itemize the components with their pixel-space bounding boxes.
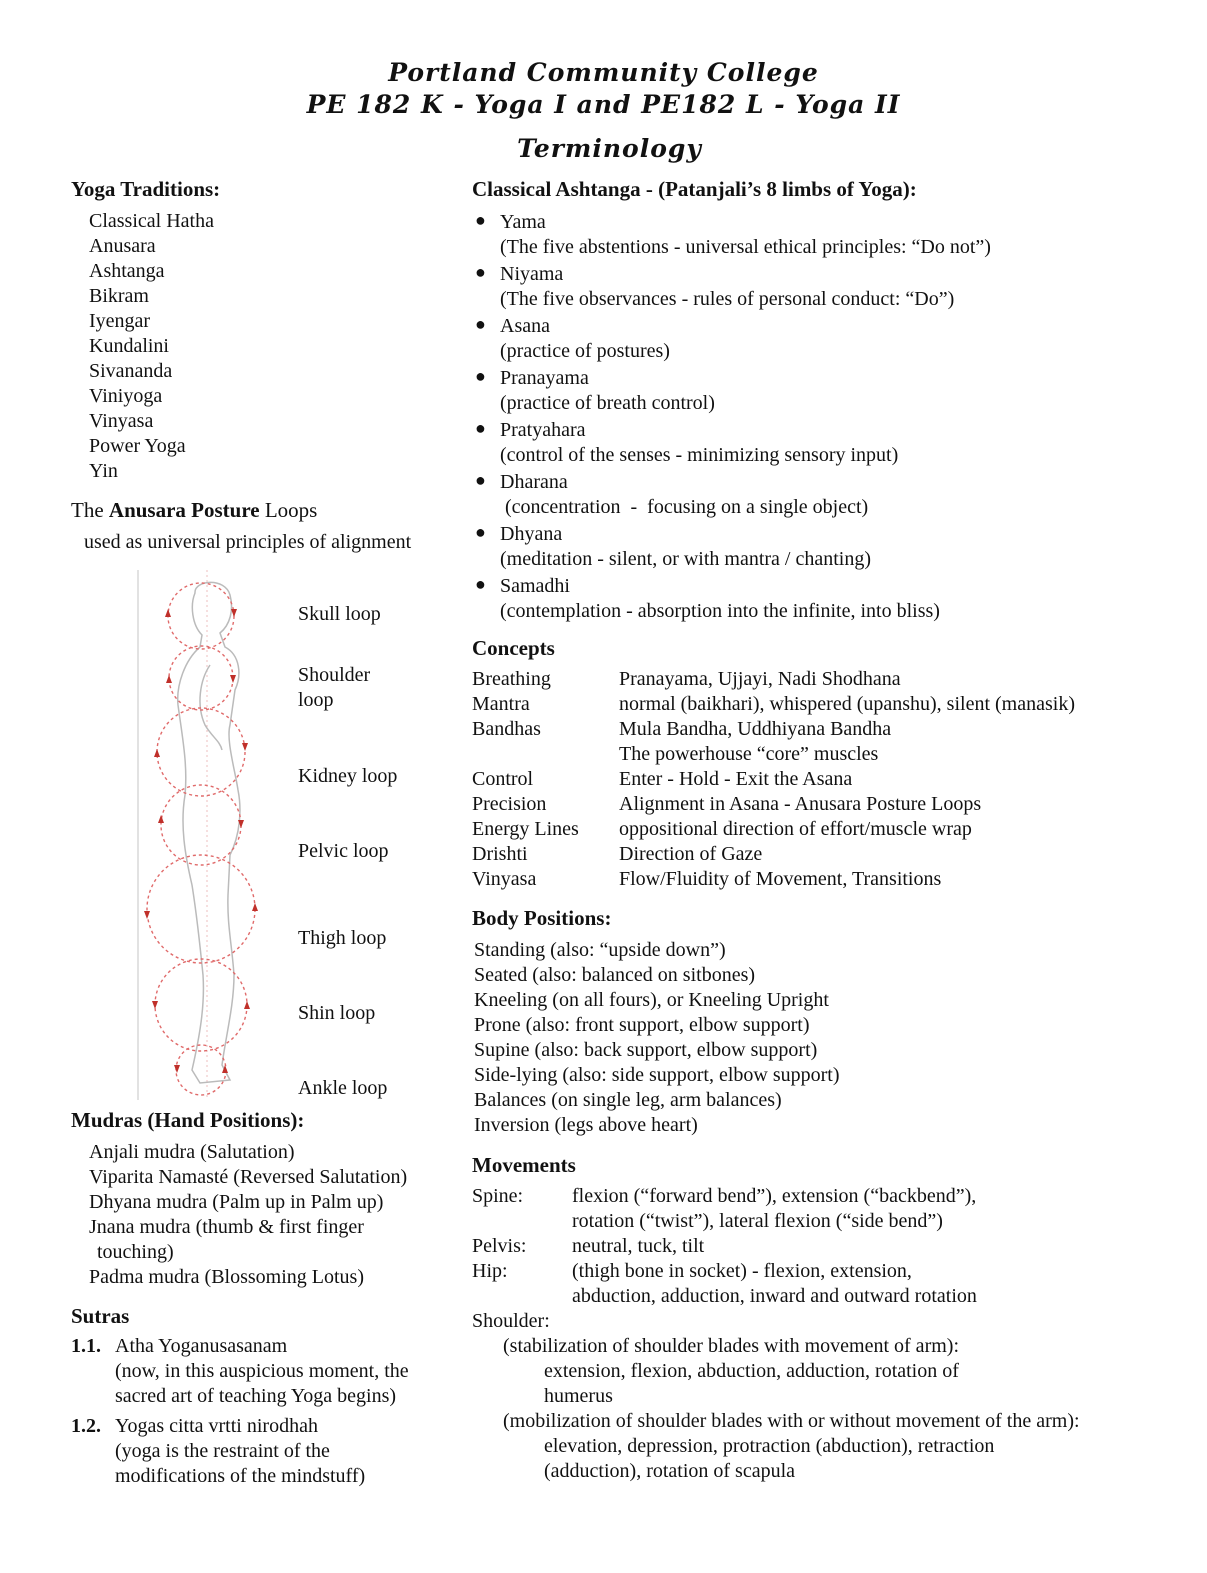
shoulder-line: (stabilization of shoulder blades with movement of arm): [503,1335,959,1357]
list-item: Padma mudra (Blossoming Lotus) [89,1266,364,1288]
arm-outline-icon [200,665,222,750]
table-row: abduction, adduction, inward and outward rotation [572,1285,977,1307]
course-title: PE 182 K - Yoga I and PE182 L - Yoga II [306,90,901,119]
list-item: Yin [89,460,118,482]
list-item: ● Pratyahara (control of the senses - minimizing sensory input) [475,418,899,466]
list-item: ● Yama (The five abstentions - universal ethical principles: “Do not”) [475,210,991,258]
list-item: Seated (also: balanced on sitbones) [474,964,756,986]
shin-loop-label: Shin loop [298,1002,376,1024]
ankle-loop-label: Ankle loop [298,1077,388,1099]
movements-heading: Movements [472,1153,576,1177]
list-item: Bikram [89,285,149,307]
sutras-heading: Sutras [71,1304,130,1328]
bullet-icon: ● [475,574,486,594]
body-positions-heading: Body Positions: [472,906,612,930]
list-item: Power Yoga [89,435,186,457]
list-item: Classical Hatha [89,210,214,232]
loops-subheading: used as universal principles of alignment [84,531,412,553]
list-item: Anjali mudra (Salutation) [89,1141,295,1163]
sutra-line: Atha Yoganusasanam [115,1335,288,1357]
ashtanga-list [475,210,991,626]
sutra-item [71,1414,461,1494]
body-outline-icon [178,582,240,1083]
list-item: Kneeling (on all fours), or Kneeling Upright [474,989,829,1011]
list-item: ● Dharana (concentration - focusing on a single object) [475,470,869,518]
table-row: Pelvis: neutral, tuck, tilt [472,1235,705,1257]
ankle-loop-circle [176,1045,226,1095]
list-item: Ashtanga [89,260,165,282]
sutra-line: Yogas citta vrtti nirodhah [115,1415,318,1437]
shoulder-loop-label-2: loop [298,689,334,711]
thigh-loop-label: Thigh loop [298,927,387,949]
table-row: Mantra normal (baikhari), whispered (upanshu), silent (manasik) [472,693,1075,715]
list-item: Jnana mudra (thumb & first finger [89,1216,364,1238]
list-item: Vinyasa [89,410,154,432]
traditions-heading: Yoga Traditions: [71,177,221,201]
college-name: Portland Community College [388,58,819,87]
table-row: Precision Alignment in Asana - Anusara Posture Loops [472,793,982,815]
body-positions-list [474,938,840,1138]
kidney-loop-circle [157,708,245,796]
list-item: Prone (also: front support, elbow support) [474,1014,810,1036]
list-item: Side-lying (also: side support, elbow support) [474,1064,840,1086]
list-item: ● Pranayama (practice of breath control) [475,366,715,414]
bullet-icon: ● [475,314,486,334]
list-item: Supine (also: back support, elbow support) [474,1039,818,1061]
list-item: ● Dhyana (meditation - silent, or with mantra / chanting) [475,522,872,570]
table-row: Drishti Direction of Gaze [472,843,763,865]
page-title: Terminology [517,134,702,163]
list-item: ● Niyama (The five observances - rules of personal conduct: “Do”) [475,262,955,310]
sutra-line: (yoga is the restraint of the [115,1440,330,1462]
posture-loops-diagram [130,565,280,1105]
bullet-icon: ● [475,522,486,542]
movements-table [472,1184,1172,1309]
shin-loop-circle [155,959,247,1051]
thigh-loop-circle [147,855,255,963]
table-row: Spine: flexion (“forward bend”), extension (“backbend”), [472,1185,977,1207]
list-item: touching) [97,1241,174,1263]
list-item: Kundalini [89,335,169,357]
table-row: Bandhas Mula Bandha, Uddhiyana Bandha [472,718,892,740]
bullet-icon: ● [475,418,486,438]
bullet-icon: ● [475,262,486,282]
bullet-icon: ● [475,210,486,230]
list-item: Anusara [89,235,156,257]
table-row: Breathing Pranayama, Ujjayi, Nadi Shodhana [472,668,901,690]
pelvic-loop-label: Pelvic loop [298,840,389,862]
concepts-heading: Concepts [472,636,555,660]
table-row: Hip: (thigh bone in socket) - flexion, extension, [472,1260,912,1282]
shoulder-line: extension, flexion, abduction, adduction, rotation of [544,1360,959,1382]
concepts-table [472,667,1172,892]
table-row: Vinyasa Flow/Fluidity of Movement, Transitions [472,868,942,890]
loops-heading: The Anusara Posture Loops [71,498,318,522]
list-item: Dhyana mudra (Palm up in Palm up) [89,1191,384,1213]
sutra-number: 1.2. [71,1415,101,1437]
sutra-item [71,1334,461,1414]
table-row: The powerhouse “core” muscles [619,743,879,765]
list-item: Viniyoga [89,385,163,407]
kidney-loop-label: Kidney loop [298,765,398,787]
list-item: Standing (also: “upside down”) [474,939,726,961]
loop-arrows-icon [144,609,258,1073]
sutra-line: sacred art of teaching Yoga begins) [115,1385,397,1407]
shoulder-line: (adduction), rotation of scapula [544,1460,796,1482]
shoulder-loop-label: Shoulder [298,664,371,686]
shoulder-label: Shoulder: [472,1310,550,1332]
table-row: Control Enter - Hold - Exit the Asana [472,768,853,790]
list-item: Balances (on single leg, arm balances) [474,1089,782,1111]
shoulder-line: (mobilization of shoulder blades with or without movement of the arm): [503,1410,1080,1432]
sutra-line: modifications of the mindstuff) [115,1465,366,1487]
table-row: rotation (“twist”), lateral flexion (“side bend”) [572,1210,943,1232]
pelvic-loop-circle [161,785,241,865]
mudras-heading: Mudras (Hand Positions): [71,1108,305,1132]
table-row: Energy Lines oppositional direction of effort/muscle wrap [472,818,972,840]
mudras-list [89,1140,407,1290]
list-item: ● Samadhi (contemplation - absorption into the infinite, into bliss) [475,574,940,622]
list-item: Inversion (legs above heart) [474,1114,698,1136]
shoulder-line: elevation, depression, protraction (abduction), retraction [544,1435,995,1457]
sutra-line: (now, in this auspicious moment, the [115,1360,409,1382]
sutra-number: 1.1. [71,1335,101,1357]
ashtanga-heading: Classical Ashtanga - (Patanjali’s 8 limbs of Yoga): [472,177,917,201]
shoulder-line: humerus [544,1385,613,1407]
list-item: ● Asana (practice of postures) [475,314,670,362]
traditions-list [89,209,214,484]
skull-loop-label: Skull loop [298,603,381,625]
list-item: Iyengar [89,310,151,332]
list-item: Sivananda [89,360,173,382]
shoulder-loop-circle [169,646,233,710]
list-item: Viparita Namasté (Reversed Salutation) [89,1166,408,1188]
bullet-icon: ● [475,366,486,386]
bullet-icon: ● [475,470,486,490]
